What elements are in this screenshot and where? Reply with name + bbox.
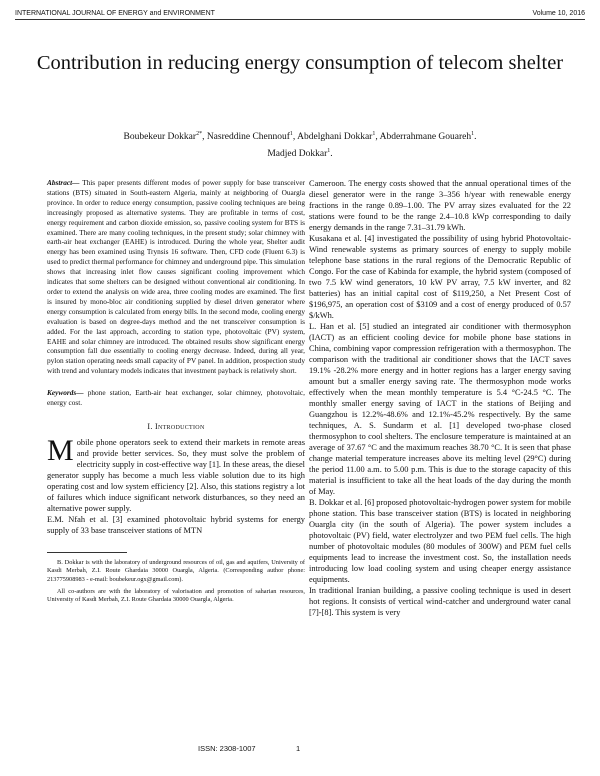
running-header — [15, 6, 585, 20]
section-title: Introduction — [154, 421, 205, 431]
author-name: Madjed Dokkar — [267, 149, 328, 160]
author-list: Boubekeur Dokkar$^{2*}$, Nasreddine Chennouf$^1$, Abdelghani Dokkar$^1$, Abderrahmane Gouareh$^1$. Madjed Dokkar$^1$. — [123, 131, 477, 160]
footnote: B. Dokkar is with the laboratory of underground resources of oil, gas and aquifers, University of Kasdi Merbah, Z.I. Route Ghardaia 30000 Ouargla, Algeria. (Corresponding author phone: 213775908983 - e-mail: boubekeur.ogx@gmail.com). — [47, 558, 305, 583]
author-name: Boubekeur Dokkar — [123, 132, 197, 143]
body-paragraph: Kusakana et al. [4] investigated the possibility of using hybrid Photovoltaic-Wind renewable systems as primary sources of energy to supply mobile telephone base stations in the rural regions of the Democratic Republic of Congo. For the case of Kabinda for example, the hybrid system (composed of two 7.5 kW wind generators, 10 kW PV array, 7.5 kW inverter, and 82 batteries) has an initial capital cost of $119,250, a Net Present Cost of $196,975, an operation cost of $3109 and a cost of energy produced of 0.57 $/kWh. — [309, 234, 571, 320]
footnote: All co-authors are with the laboratory of valorisation and promotion of saharian resources, University of Kasdi Merbah, Z.I. Route Ghardaia 30000 Ouargla, Algeria. — [47, 587, 305, 604]
footnote-rule — [47, 552, 127, 553]
left-column — [47, 178, 305, 608]
header-rule — [15, 19, 585, 20]
keywords-label: Keywords— — [47, 388, 84, 398]
section-heading — [47, 422, 305, 431]
abstract-text: This paper presents different modes of power supply for base transceiver stations (BTS) situated in South-eastern Algeria, mainly at neighboring of Ouargla province. In order to reduce energy consumption, passive cooling techniques are being increasingly proposed as alternative systems. They are profitable in terms of cost, energy requirement and carbon dioxide emission, so, passive cooling system for BTS is examined. There are many cooling techniques, in the present study; solar chimney with earth-air heat exchanger (EAHE) is introduced. During the whole year, Shelter audit energy has been examined using Trynsis 16 software. Then, CFD code (Fluent 6.3) is used to predict thermal performance for chimney and underground pipe. This simulation shows that increasing inlet flow causes significant cooling improvement which indicates that some shelters can be designed without conventional air conditioning. In order to extend the analysis on wide area, three cooling modes are examined. The first is insured by mono-bloc air conditioning supplied by diesel driven generator where energy consumption is calculated from energy bills. In the second mode, cooling energy evaluation is based on degree-days method and the net transceiver consumption is added. For the last approach, according to station type, photovoltaic (PV) system, EAHE and solar chimney are introduced. The obtained results show significant energy consumption fall due essentially to cooling energy decrease. Indeed, during all year, pylon station operating needs small capacity of PV panel. In addition, prospection study with trend and voluntary models indicates that investment payback is relatively short. — [47, 178, 305, 376]
abstract-label: Abstract— — [47, 178, 80, 187]
abstract — [47, 178, 305, 376]
issn-footer: ISSN: 2308-1007 — [198, 744, 256, 753]
right-column — [309, 178, 571, 618]
author-affiliation-mark: 1 — [327, 148, 331, 155]
author-affiliation-mark: 2* — [196, 131, 203, 137]
intro-text: obile phone operators seek to extend their markets in remote areas and provide better services. So, they must solve the problem of electricity supply in cost-effective way [1]. In these areas, the diesel generator supply has become a much less viable solution due to its high operating cost and low system efficiency [2]. Also, this stations registry a lot of failures which induce significant network disturbances, so they need an alternative power supply. — [47, 437, 305, 513]
intro-paragraph-2: E.M. Nfah et al. [3] examined photovoltaic hybrid systems for energy supply of 33 base transceiver stations of MTN — [47, 514, 305, 535]
intro-paragraph — [47, 433, 305, 514]
body-paragraph: Cameroon. The energy costs showed that the annual operational times of the diesel generator were in the range 3–356 h/year with renewable energy fractions in the range 0.89–1.00. The PV array sizes evaluated for the 22 stations were found to be the range 2.4–10.8 kWp corresponding to daily energy demands in the range 7.31–31.79 kWh. — [309, 179, 571, 232]
paper-title: Contribution in reducing energy consumption of telecom shelter — [36, 52, 564, 74]
author-affiliation-mark: 1 — [289, 131, 293, 137]
volume-label: Volume 10, 2016 — [532, 9, 585, 17]
journal-name: INTERNATIONAL JOURNAL OF ENERGY and ENVIRONMENT — [15, 9, 215, 17]
author-affiliation-mark: 1 — [471, 131, 475, 137]
keywords — [47, 388, 305, 408]
page-number: 1 — [296, 744, 301, 753]
keywords-text: phone station, Earth-air heat exchanger, solar chimney, photovoltaic, energy cost. — [47, 388, 305, 408]
body-paragraph: In traditional Iranian building, a passive cooling technique is used in desert hot regions. It consists of vertical wind-catcher and underground water canal [7]-[8]. This system is very — [309, 586, 571, 617]
body-paragraph: B. Dokkar et al. [6] proposed photovoltaic-hydrogen power system for mobile phone station. This base transceiver station (BTS) is located in neighboring Ouargla city (in the south of Algeria). The power system includes a photovoltaic (PV) field, water electrolyzer and two PEM fuel cells. The high number of photovoltaic modules (80 modules of 300W) and PEM fuel cells equipments lead to increase the investment cost. So, the installation needs introducing low load cooling system and using cheaper energy assistance equipments. — [309, 498, 571, 584]
author-name: Abdelghani Dokkar — [297, 132, 373, 143]
section-numeral: I. — [147, 421, 153, 431]
author-name: Nasreddine Chennouf — [206, 132, 290, 143]
author-name: Abderrahmane Gouareh — [379, 132, 472, 143]
drop-cap: M — [47, 433, 74, 467]
body-paragraph: L. Han et al. [5] studied an integrated air conditioner with thermosyphon (IACT) as an efficient cooling device for mobile phone base stations in China, combining vapor compression refrigeration with a thermosyphon. The comparison with the traditional air conditioner shows that the IACT saves 19.1% -28.2% more energy and in hotter regions has a larger energy saving amount but a smaller energy saving rate. The thermosyphon mode works effectively when the mean monthly temperature is 5.4 °C-24.5 °C. The monthly smaller energy saving of IACT in the stations of Beijing and Guangzhou is 12.2%-48.6% and 12.1%-45.2% respectively. By the same techniques, A. S. Sundarm et al. [1] developed two-phase closed thermosyphon to cool shelters. The enclosure temperature is maintained at an average of 37.67 °C and the maximum reaches 38.70 °C. It is seen that phase change material temperature increases above its melting level (29°C) during the period 11.00 a.m. to 5.00 p.m. This is due to the storage capacity of this material is insufficient to take all the heat loads of the day during the month of May. — [309, 322, 571, 496]
author-affiliation-mark: 1 — [372, 131, 376, 137]
